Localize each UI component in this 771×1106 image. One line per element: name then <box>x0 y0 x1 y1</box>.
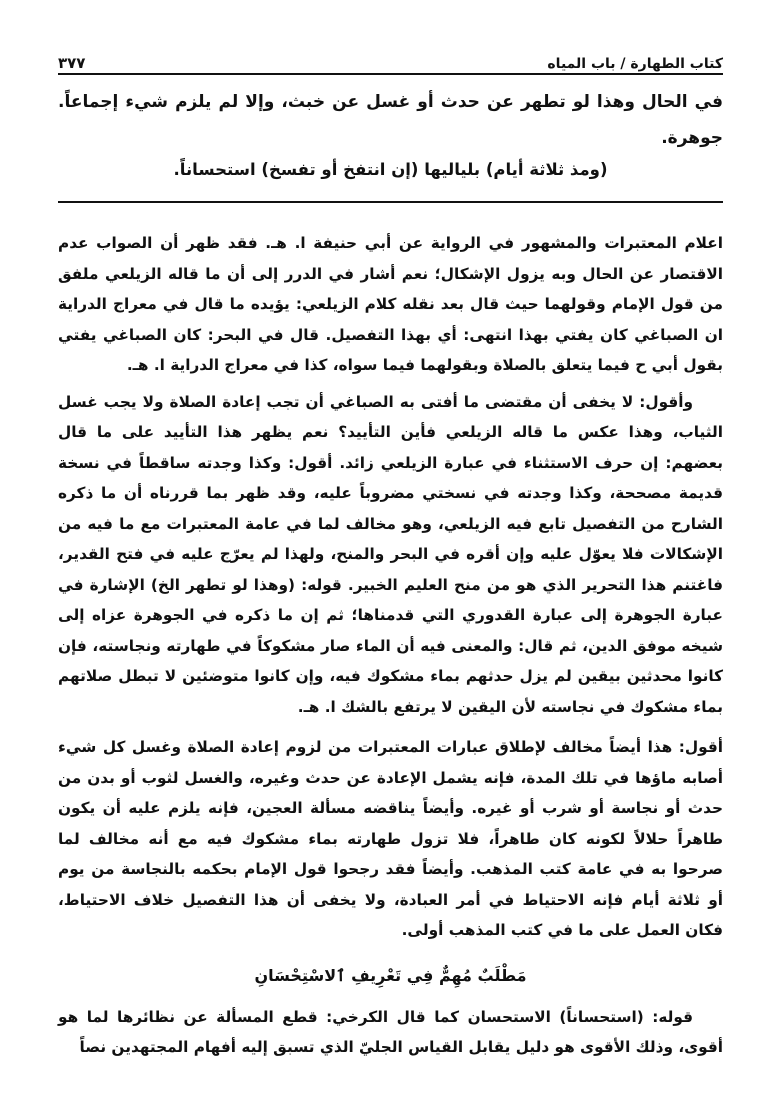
running-title: كتاب الطهارة / باب المياه <box>547 56 723 72</box>
commentary-paragraph: اعلام المعتبرات والمشهور في الرواية عن أبي حنيفة ا. هـ. فقد ظهر أن الصواب عدم الاقتصار عن الحال وبه يزول الإشكال؛ نعم أشار في الدرر إلى أن ما قاله الزيلعي ملفق من قول الإمام وقولهما حيث قال بعد نقله كلام الزيلعي: يؤيده ما قال في معراج الدراية ان الصباغي كان يفتي بهذا انتهى: أي بهذا التفصيل. قال في البحر: كان الصباغي يفتي بقول أبي ح فيما يتعلق بالصلاة وبقولهما فيما سواه، كذا في معراج الدراية ا. هـ. <box>58 234 723 374</box>
commentary <box>58 228 723 1063</box>
commentary-paragraph: قوله: (استحساناً) الاستحسان كما قال الكرخي: قطع المسألة عن نظائرها لما هو أقوى، وذلك الأقوى هو دليل يقابل القياس الجليّ الذي تسبق إليه أفهام المجتهدين نصاً <box>58 1007 723 1056</box>
commentary-paragraph: وأقول: لا يخفى أن مقتضى ما أفتى به الصباغي أن تجب إعادة الصلاة ولا يجب غسل الثياب، وهذا عكس ما قاله الزيلعي فأين التأييد؟ نعم يظهر هذا التأييد على ما قال بعضهم: إن حرف الاستثناء في عبارة الزيلعي زائد. أقول: وكذا وجدته ساقطاً في نسخة قديمة مصححة، وكذا وجدته في نسختي مضروباً عليه، وقد ظهر بما قررناه أن ما ذكره الشارح من التفصيل تابع فيه الزيلعي، وهو مخالف لما في عامة المعتبرات مع ما فيه من الإشكالات فلا يعوّل عليه وإن أقره في البحر والمنح، ولهذا لم يعرّج عليه في فتح القدير، فاغتنم هذا التحرير الذي هو من منح العليم الخبير. قوله: (وهذا لو تطهر الخ) الإشارة في عبارة الجوهرة إلى عبارة القدوري التي قدمناها؛ ثم إن ما ذكره في الجوهرة عزاه إلى شيخه موفق الدين، ثم قال: والمعنى فيه أن الماء صار مشكوكاً في طهارته ونجاسته، فإن كانوا محدثين بيقين لم يزل حدثهم بماء مشكوك فيه، وإن كانوا متوضئين لا تبطل صلاتهم بماء مشكوك في نجاسته لأن اليقين لا يرتفع بالشك ا. هـ. <box>58 392 723 716</box>
top-text: في الحال وهذا لو تطهر عن حدث أو غسل عن خبث، وإلا لم يلزم شيء إجماعاً. جوهرة. <box>58 92 723 148</box>
running-header <box>58 48 723 72</box>
header-rule <box>58 73 723 75</box>
matn-separator-rule <box>58 201 723 203</box>
section-title: مَطْلَبٌ مُهِمٌّ فِي تَعْرِيفِ ٱلاسْتِحْسَانِ <box>254 965 527 985</box>
matn-text: (ومذ ثلاثة أيام) بلياليها (إن انتفخ أو تفسخ) استحساناً. <box>173 160 608 179</box>
book-page <box>58 0 723 1106</box>
commentary-paragraph: أقول: هذا أيضاً مخالف لإطلاق عبارات المعتبرات من لزوم إعادة الصلاة وغسل كل شيء أصابه ماؤها في تلك المدة، فإنه يشمل الإعادة عن حدث وغيره، والغسل لثوب أو بدن من حدث أو نجاسة أو شرب أو غيره. وأيضاً يناقضه مسألة العجين، فإنه يلزم عليه أن يكون طاهراً حلالاً لكونه كان طاهراً، فلا تزول طهارته بماء مشكوك فيه مع أنه مخالف لما صرحوا به في عامة كتب المذهب. وأيضاً فقد رجحوا قول الإمام بحكمه بالنجاسة من يوم أو ثلاثة أيام فإنه الاحتياط في أمر العبادة، ولا يخفى أن هذا التفصيل خلاف الاحتياط، فكان العمل على ما في كتب المذهب أولى. <box>58 738 723 939</box>
page-number: ٣٧٧ <box>58 54 86 72</box>
